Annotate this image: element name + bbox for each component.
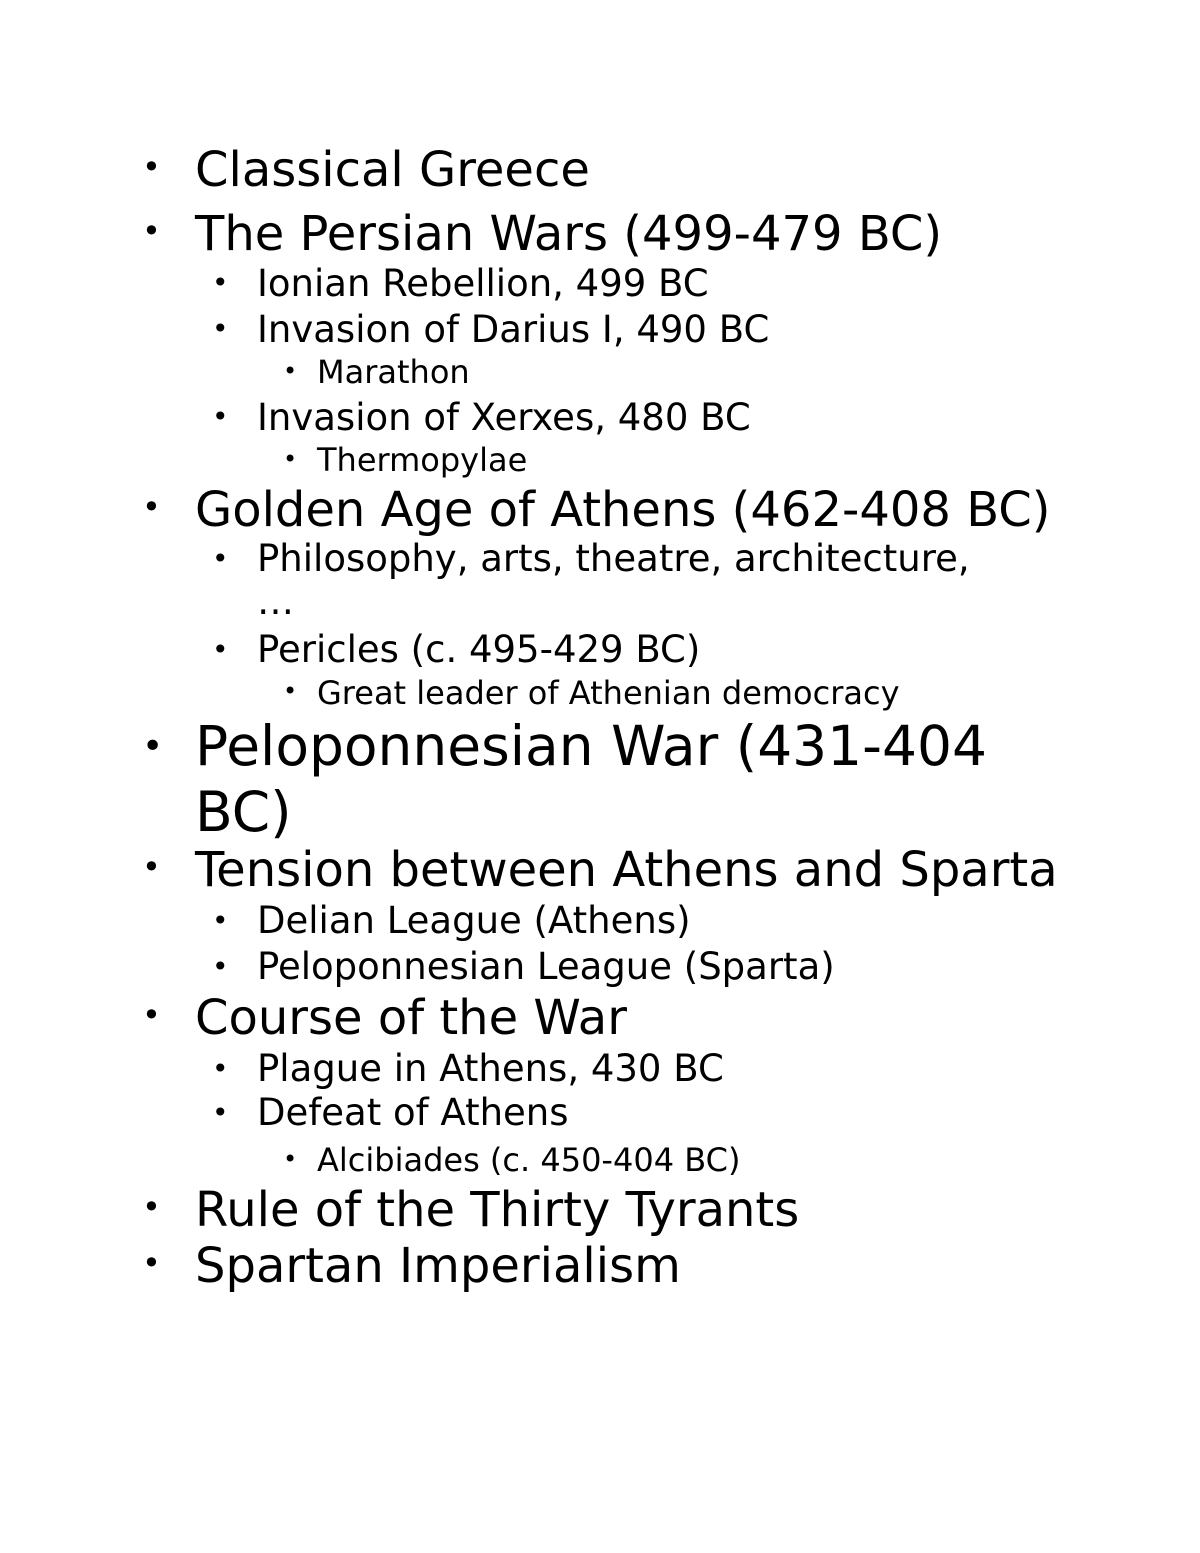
outline-item-level-2: Pericles (c. 495-429 BC) <box>257 628 701 671</box>
outline-item-level-2: Peloponnesian League (Sparta) <box>257 945 835 988</box>
bullet-marker: • <box>142 148 161 186</box>
outline-item-level-1: Tension between Athens and Sparta <box>195 842 1058 898</box>
bullet-marker: • <box>283 357 298 385</box>
outline-item-level-3: Great leader of Athenian democracy <box>317 674 900 712</box>
outline-item-level-1: Rule of the Thirty Tyrants <box>195 1182 800 1238</box>
outline-item-level-1: Course of the War <box>195 990 627 1046</box>
bullet-marker: • <box>283 1145 298 1173</box>
bullet-marker: • <box>283 677 298 705</box>
bullet-marker: • <box>212 542 229 575</box>
bullet-marker: • <box>212 950 229 983</box>
bullet-marker: • <box>142 1244 161 1282</box>
outline-item-level-2: Ionian Rebellion, 499 BC <box>257 262 709 305</box>
bullet-marker: • <box>212 633 229 666</box>
bullet-marker: • <box>212 1052 229 1085</box>
bullet-marker: • <box>212 266 229 299</box>
bullet-marker: • <box>142 488 161 526</box>
outline-item-level-1: Spartan Imperialism <box>195 1238 681 1294</box>
outline-item-level-2: Invasion of Darius I, 490 BC <box>257 308 770 351</box>
outline-item-continuation: BC) <box>195 780 292 844</box>
outline-item-continuation: … <box>257 580 294 623</box>
outline-item-level-3: Alcibiades (c. 450-404 BC) <box>317 1141 741 1179</box>
outline-item-level-2: Defeat of Athens <box>257 1091 569 1134</box>
bullet-marker: • <box>142 1188 161 1226</box>
bullet-marker: • <box>212 400 229 433</box>
bullet-marker: • <box>142 212 161 250</box>
bullet-marker: • <box>283 445 298 473</box>
bullet-marker: • <box>142 848 161 886</box>
outline-item-level-1: Classical Greece <box>195 142 590 198</box>
bullet-marker: • <box>212 312 229 345</box>
outline-item-level-3: Marathon <box>317 353 470 391</box>
bullet-marker: • <box>142 996 161 1034</box>
outline-item-level-1: The Persian Wars (499-479 BC) <box>195 206 943 262</box>
bullet-marker: • <box>142 726 164 767</box>
bullet-marker: • <box>212 1096 229 1129</box>
bullet-marker: • <box>212 904 229 937</box>
outline-item-level-3: Thermopylae <box>317 441 528 479</box>
outline-item-level-2: Plague in Athens, 430 BC <box>257 1047 724 1090</box>
outline-item-level-1: Peloponnesian War (431-404 <box>195 714 987 778</box>
outline-item-level-2: Delian League (Athens) <box>257 899 691 942</box>
outline-item-level-1: Golden Age of Athens (462-408 BC) <box>195 482 1051 538</box>
outline-item-level-2: Philosophy, arts, theatre, architecture, <box>257 537 970 580</box>
outline-item-level-2: Invasion of Xerxes, 480 BC <box>257 396 751 439</box>
